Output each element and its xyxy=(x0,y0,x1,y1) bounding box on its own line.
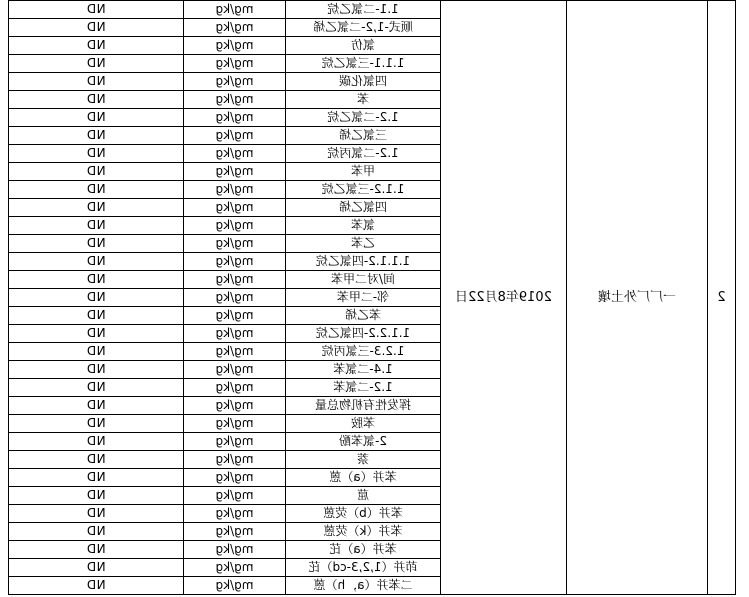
test-item-cell: 苯并（a）芘 xyxy=(286,541,441,559)
unit-cell: mg/kg xyxy=(184,325,286,343)
test-item-cell: 间/对二甲苯 xyxy=(286,271,441,289)
sample-number-cell: 2 xyxy=(708,1,736,595)
test-item-cell: 乙苯 xyxy=(286,235,441,253)
result-value-cell: ND xyxy=(9,55,184,73)
result-value-cell: ND xyxy=(9,361,184,379)
result-value-cell: ND xyxy=(9,397,184,415)
test-item-cell: 氯仿 xyxy=(286,37,441,55)
test-item-cell: 氯苯 xyxy=(286,217,441,235)
unit-cell: mg/kg xyxy=(184,541,286,559)
test-item-cell: 1.2-二氯乙烷 xyxy=(286,109,441,127)
unit-cell: mg/kg xyxy=(184,217,286,235)
result-value-cell: ND xyxy=(9,163,184,181)
test-item-cell: 1.1.2.2-四氯乙烷 xyxy=(286,325,441,343)
test-item-cell: 1.2-二氯丙烷 xyxy=(286,145,441,163)
unit-cell: mg/kg xyxy=(184,505,286,523)
unit-cell: mg/kg xyxy=(184,199,286,217)
result-value-cell: ND xyxy=(9,325,184,343)
test-item-cell: 苯 xyxy=(286,91,441,109)
unit-cell: mg/kg xyxy=(184,55,286,73)
result-value-cell: ND xyxy=(9,37,184,55)
result-value-cell: ND xyxy=(9,289,184,307)
unit-cell: mg/kg xyxy=(184,343,286,361)
unit-cell: mg/kg xyxy=(184,469,286,487)
result-value-cell: ND xyxy=(9,469,184,487)
test-item-cell: 萘 xyxy=(286,451,441,469)
result-value-cell: ND xyxy=(9,217,184,235)
test-item-cell: 甲苯 xyxy=(286,163,441,181)
result-value-cell: ND xyxy=(9,559,184,577)
result-value-cell: ND xyxy=(9,415,184,433)
result-value-cell: ND xyxy=(9,487,184,505)
unit-cell: mg/kg xyxy=(184,1,286,19)
result-value-cell: ND xyxy=(9,91,184,109)
result-value-cell: ND xyxy=(9,541,184,559)
result-value-cell: ND xyxy=(9,145,184,163)
unit-cell: mg/kg xyxy=(184,145,286,163)
result-value-cell: ND xyxy=(9,1,184,19)
test-item-cell: 茚并（1,2,3-cd）芘 xyxy=(286,559,441,577)
test-item-cell: 2-氯苯酚 xyxy=(286,433,441,451)
result-value-cell: ND xyxy=(9,271,184,289)
result-value-cell: ND xyxy=(9,343,184,361)
unit-cell: mg/kg xyxy=(184,379,286,397)
unit-cell: mg/kg xyxy=(184,163,286,181)
result-value-cell: ND xyxy=(9,505,184,523)
result-value-cell: ND xyxy=(9,523,184,541)
result-value-cell: ND xyxy=(9,451,184,469)
test-item-cell: 1.1.1-三氯乙烷 xyxy=(286,55,441,73)
unit-cell: mg/kg xyxy=(184,235,286,253)
unit-cell: mg/kg xyxy=(184,109,286,127)
result-value-cell: ND xyxy=(9,127,184,145)
result-value-cell: ND xyxy=(9,109,184,127)
unit-cell: mg/kg xyxy=(184,307,286,325)
test-item-cell: 苯并（k）荧蒽 xyxy=(286,523,441,541)
test-item-cell: 1.2.3-三氯丙烷 xyxy=(286,343,441,361)
unit-cell: mg/kg xyxy=(184,487,286,505)
result-value-cell: ND xyxy=(9,235,184,253)
unit-cell: mg/kg xyxy=(184,577,286,595)
unit-cell: mg/kg xyxy=(184,91,286,109)
unit-cell: mg/kg xyxy=(184,433,286,451)
test-item-cell: 苯并（b）荧蒽 xyxy=(286,505,441,523)
unit-cell: mg/kg xyxy=(184,397,286,415)
result-value-cell: ND xyxy=(9,577,184,595)
results-table xyxy=(8,0,736,595)
unit-cell: mg/kg xyxy=(184,37,286,55)
test-item-cell: 䓛 xyxy=(286,487,441,505)
result-value-cell: ND xyxy=(9,433,184,451)
result-value-cell: ND xyxy=(9,199,184,217)
test-item-cell: 二苯并（a，h）蒽 xyxy=(286,577,441,595)
test-item-cell: 四氯乙烯 xyxy=(286,199,441,217)
test-item-cell: 1.1-二氯乙烷 xyxy=(286,1,441,19)
test-item-cell: 挥发性有机物总量 xyxy=(286,397,441,415)
unit-cell: mg/kg xyxy=(184,181,286,199)
result-value-cell: ND xyxy=(9,253,184,271)
unit-cell: mg/kg xyxy=(184,415,286,433)
unit-cell: mg/kg xyxy=(184,451,286,469)
sampling-date-cell: 2019年8月22日 xyxy=(441,1,567,595)
unit-cell: mg/kg xyxy=(184,73,286,91)
test-item-cell: 四氯化碳 xyxy=(286,73,441,91)
result-value-cell: ND xyxy=(9,379,184,397)
unit-cell: mg/kg xyxy=(184,523,286,541)
unit-cell: mg/kg xyxy=(184,289,286,307)
result-value-cell: ND xyxy=(9,307,184,325)
test-item-cell: 苯并（a）蒽 xyxy=(286,469,441,487)
result-value-cell: ND xyxy=(9,73,184,91)
test-item-cell: 1.4-二氯苯 xyxy=(286,361,441,379)
unit-cell: mg/kg xyxy=(184,19,286,37)
test-item-cell: 1.1.2-三氯乙烷 xyxy=(286,181,441,199)
test-item-cell: 苯胺 xyxy=(286,415,441,433)
test-item-cell: 1.2-二氯苯 xyxy=(286,379,441,397)
unit-cell: mg/kg xyxy=(184,271,286,289)
test-item-cell: 苯乙烯 xyxy=(286,307,441,325)
results-table-body xyxy=(9,1,736,595)
test-item-cell: 邻-二甲苯 xyxy=(286,289,441,307)
unit-cell: mg/kg xyxy=(184,253,286,271)
result-value-cell: ND xyxy=(9,181,184,199)
test-item-cell: 1.1.1.2-四氯乙烷 xyxy=(286,253,441,271)
unit-cell: mg/kg xyxy=(184,361,286,379)
unit-cell: mg/kg xyxy=(184,559,286,577)
unit-cell: mg/kg xyxy=(184,127,286,145)
result-value-cell: ND xyxy=(9,19,184,37)
test-item-cell: 三氯乙烯 xyxy=(286,127,441,145)
test-item-cell: 顺式-1,2-二氯乙烯 xyxy=(286,19,441,37)
sampling-site-cell: 一厂厂外土壤 xyxy=(567,1,708,595)
table-row xyxy=(9,1,736,19)
